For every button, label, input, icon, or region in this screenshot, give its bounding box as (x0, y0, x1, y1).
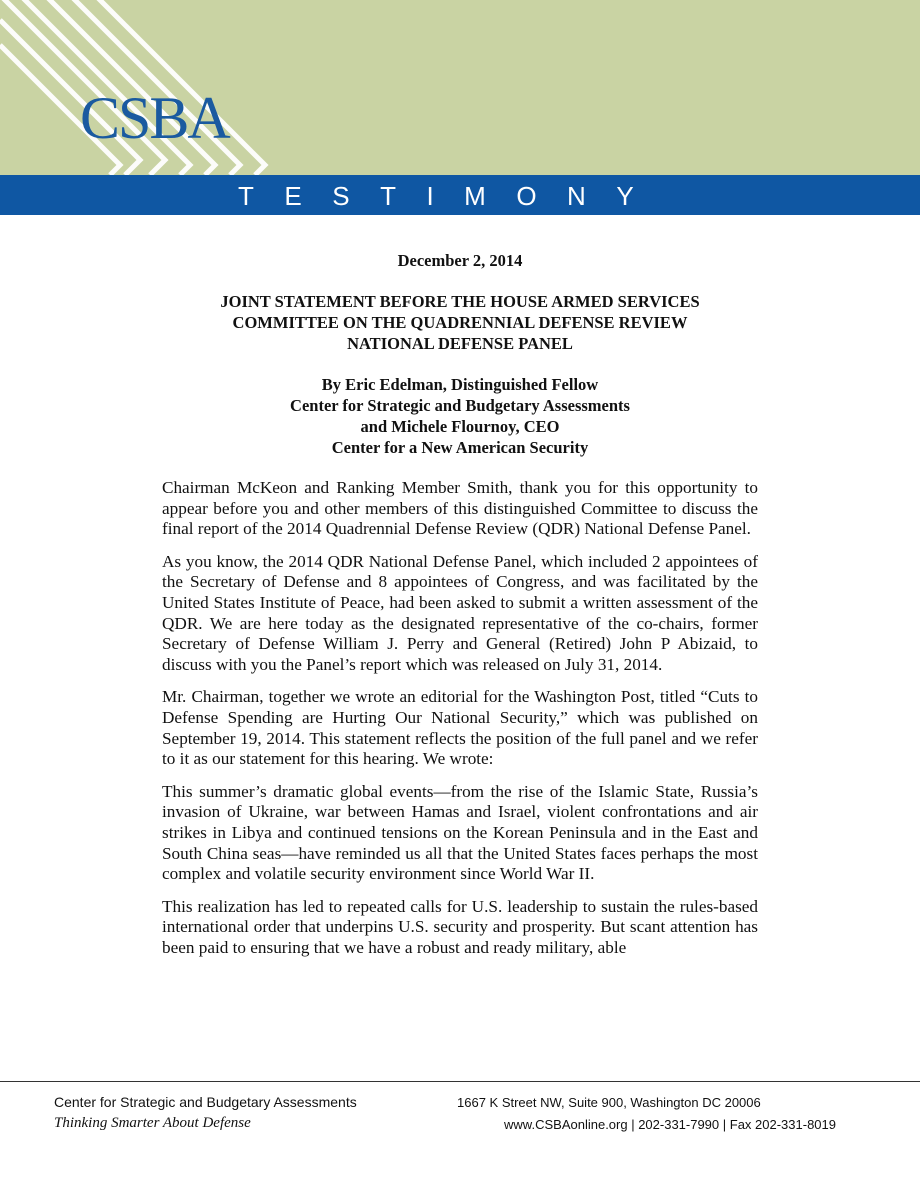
footer-address: 1667 K Street NW, Suite 900, Washington DC 20006 (457, 1095, 761, 1110)
paragraph: This summer’s dramatic global events—from the rise of the Islamic State, Russia’s invasion of Ukraine, war between Hamas and Israel, violent confrontations and air strikes in Libya and continued tensions on the Korean Peninsula and in the East and South China seas—have reminded us all that the United States faces perhaps the most complex and volatile security environment since World War II. (162, 781, 758, 884)
byline-line: Center for a New American Security (331, 438, 589, 457)
heading-line: COMMITTEE ON THE QUADRENNIAL DEFENSE REVIEW (232, 313, 688, 332)
heading-line: NATIONAL DEFENSE PANEL (347, 334, 573, 353)
paragraph: Chairman McKeon and Ranking Member Smith, thank you for this opportunity to appear before you and other members of this distinguished Committee to discuss the final report of the 2014 Quadrennial Defense Review (QDR) National Defense Panel. (162, 478, 758, 539)
paragraph: As you know, the 2014 QDR National Defense Panel, which included 2 appointees of the Secretary of Defense and 8 appointees of Congress, and was facilitated by the United States Institute of Peace, had been asked to submit a written assessment of the QDR. We are here today as the designated representative of the co-chairs, former Secretary of Defense William J. Perry and General (Retired) John P Abizaid, to discuss with you the Panel’s report which was released on July 31, 2014. (162, 551, 758, 675)
byline-line: Center for Strategic and Budgetary Assessments (290, 396, 630, 415)
byline-line: and Michele Flournoy, CEO (360, 417, 560, 436)
paragraph: Mr. Chairman, together we wrote an editorial for the Washington Post, titled “Cuts to Defense Spending are Hurting Our National Security,” which was published on September 19, 2014. This statement reflects the position of the full panel and we refer to it as our statement for this hearing. We wrote: (162, 687, 758, 769)
footer-divider (0, 1081, 920, 1082)
document-byline (162, 374, 758, 458)
heading-line: JOINT STATEMENT BEFORE THE HOUSE ARMED SERVICES (220, 292, 700, 311)
document-heading (162, 291, 758, 354)
document-date: December 2, 2014 (397, 251, 523, 270)
document-body (162, 250, 758, 970)
csba-logo: CSBA (80, 85, 229, 151)
byline-line: By Eric Edelman, Distinguished Fellow (321, 375, 599, 394)
footer-tagline: Thinking Smarter About Defense (54, 1115, 251, 1131)
footer-org-name: Center for Strategic and Budgetary Assessments (54, 1094, 357, 1110)
paragraph: This realization has led to repeated calls for U.S. leadership to sustain the rules-based international order that underpins U.S. security and prosperity. But scant attention has been paid to ensuring that we have a robust and ready military, able (162, 896, 758, 958)
banner-title: TESTIMONY (238, 181, 665, 211)
header-band (0, 0, 920, 175)
footer-contact: www.CSBAonline.org | 202-331-7990 | Fax 202-331-8019 (504, 1117, 836, 1132)
